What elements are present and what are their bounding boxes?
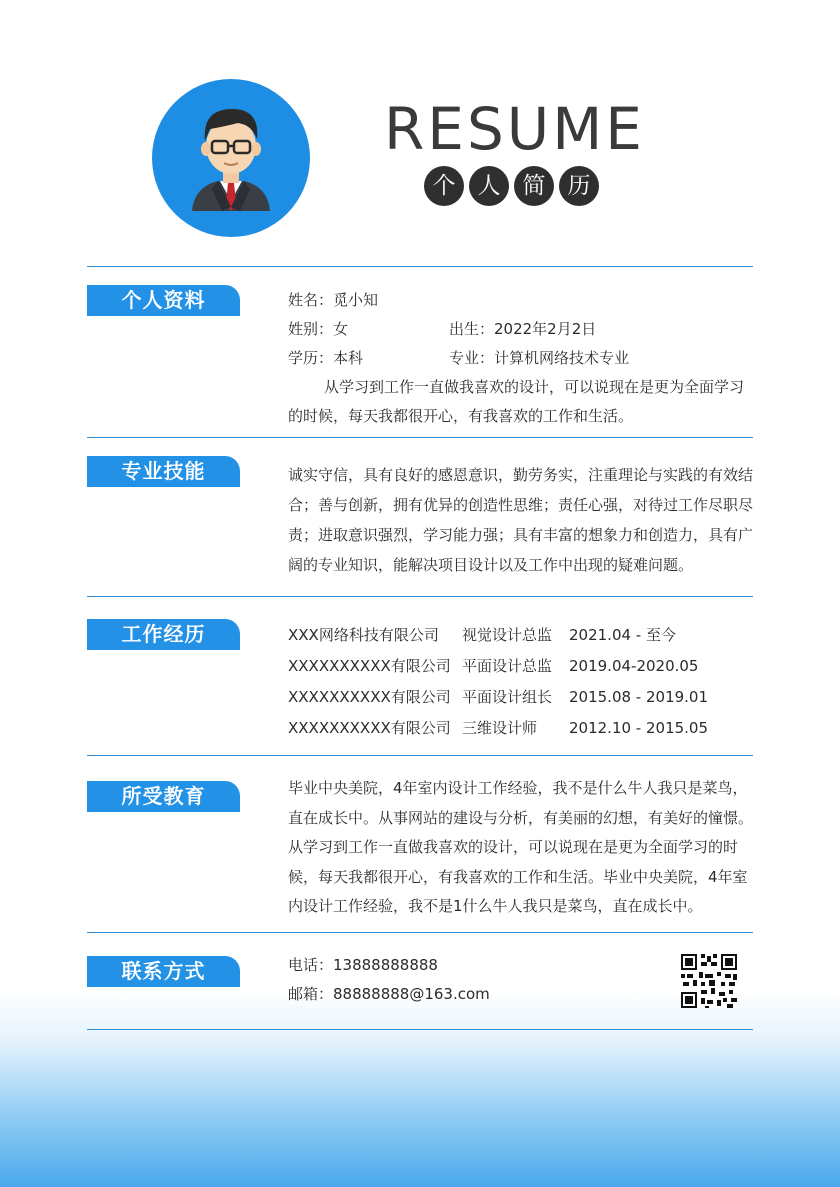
- subtitle-char: 历: [559, 166, 599, 206]
- section-divider: [87, 932, 753, 933]
- skills-text: 诚实守信，具有良好的感恩意识，勤劳务实，注重理论与实践的有效结合；善与创新，拥有优异的创造性思维；责任心强，对待过工作尽职尽责；进取意识强烈，学习能力强；具有丰富的想象力和创造力，具有广阔的专业知识，能解决项目设计以及工作中出现的疑难问题。: [288, 466, 754, 574]
- subtitle: [424, 166, 599, 206]
- job-company: XXXXXXXXXX有限公司: [288, 657, 451, 675]
- education-text: 毕业中央美院，4年室内设计工作经验，我不是什么牛人我只是菜鸟，直在成长中。从事网站的建设与分析，有美丽的幻想，有美好的憧憬。从学习到工作一直做我喜欢的设计，可以说现在是更为全面学习的时候，每天我都很开心，有我喜欢的工作和生活。毕业中央美院，4年室内设计工作经验，我不是1什么牛人我只是菜鸟，直在成长中。: [288, 779, 754, 915]
- profile-major: 专业：计算机网络技术专业: [449, 349, 630, 367]
- contact-email: 邮箱：88888888@163.com: [288, 985, 490, 1003]
- section-label-skills: 专业技能: [87, 456, 240, 487]
- subtitle-char: 人: [469, 166, 509, 206]
- job-list: [288, 620, 708, 744]
- contact-phone: 电话：13888888888: [288, 956, 438, 974]
- profile-summary: 从学习到工作一直做我喜欢的设计，可以说现在是更为全面学习的时候，每天我都很开心，有我喜欢的工作和生活。: [288, 378, 745, 425]
- job-row: [288, 651, 708, 682]
- section-divider: [87, 596, 753, 597]
- section-divider: [87, 755, 753, 756]
- profile-gender: 姓别：女: [288, 320, 349, 338]
- job-period: 2019.04-2020.05: [569, 657, 699, 675]
- section-label-work: 工作经历: [87, 619, 240, 650]
- profile-birth: 出生：2022年2月2日: [449, 320, 597, 338]
- resume-title: RESUME: [384, 95, 645, 163]
- section-label-profile: 个人资料: [87, 285, 240, 316]
- section-label-contact: 联系方式: [87, 956, 240, 987]
- profile-education: 学历：本科: [288, 349, 364, 367]
- job-title: 三维设计师: [462, 719, 538, 737]
- job-period: 2021.04 - 至今: [569, 626, 676, 644]
- subtitle-char: 个: [424, 166, 464, 206]
- job-title: 视觉设计总监: [462, 626, 553, 644]
- job-title: 平面设计组长: [462, 688, 553, 706]
- section-divider: [87, 1029, 753, 1030]
- section-label-education: 所受教育: [87, 781, 240, 812]
- job-row: [288, 713, 708, 744]
- job-row: [288, 682, 708, 713]
- avatar: [152, 79, 310, 237]
- job-company: XXXXXXXXXX有限公司: [288, 688, 451, 706]
- profile-name: 姓名：觅小知: [288, 291, 379, 309]
- job-row: [288, 620, 708, 651]
- section-divider: [87, 266, 753, 267]
- subtitle-char: 简: [514, 166, 554, 206]
- job-company: XXX网络科技有限公司: [288, 626, 439, 644]
- job-period: 2015.08 - 2019.01: [569, 688, 709, 706]
- job-company: XXXXXXXXXX有限公司: [288, 719, 451, 737]
- qr-code-icon[interactable]: [681, 954, 737, 1008]
- businessman-icon: [152, 79, 310, 237]
- job-title: 平面设计总监: [462, 657, 553, 675]
- section-divider: [87, 437, 753, 438]
- job-period: 2012.10 - 2015.05: [569, 719, 709, 737]
